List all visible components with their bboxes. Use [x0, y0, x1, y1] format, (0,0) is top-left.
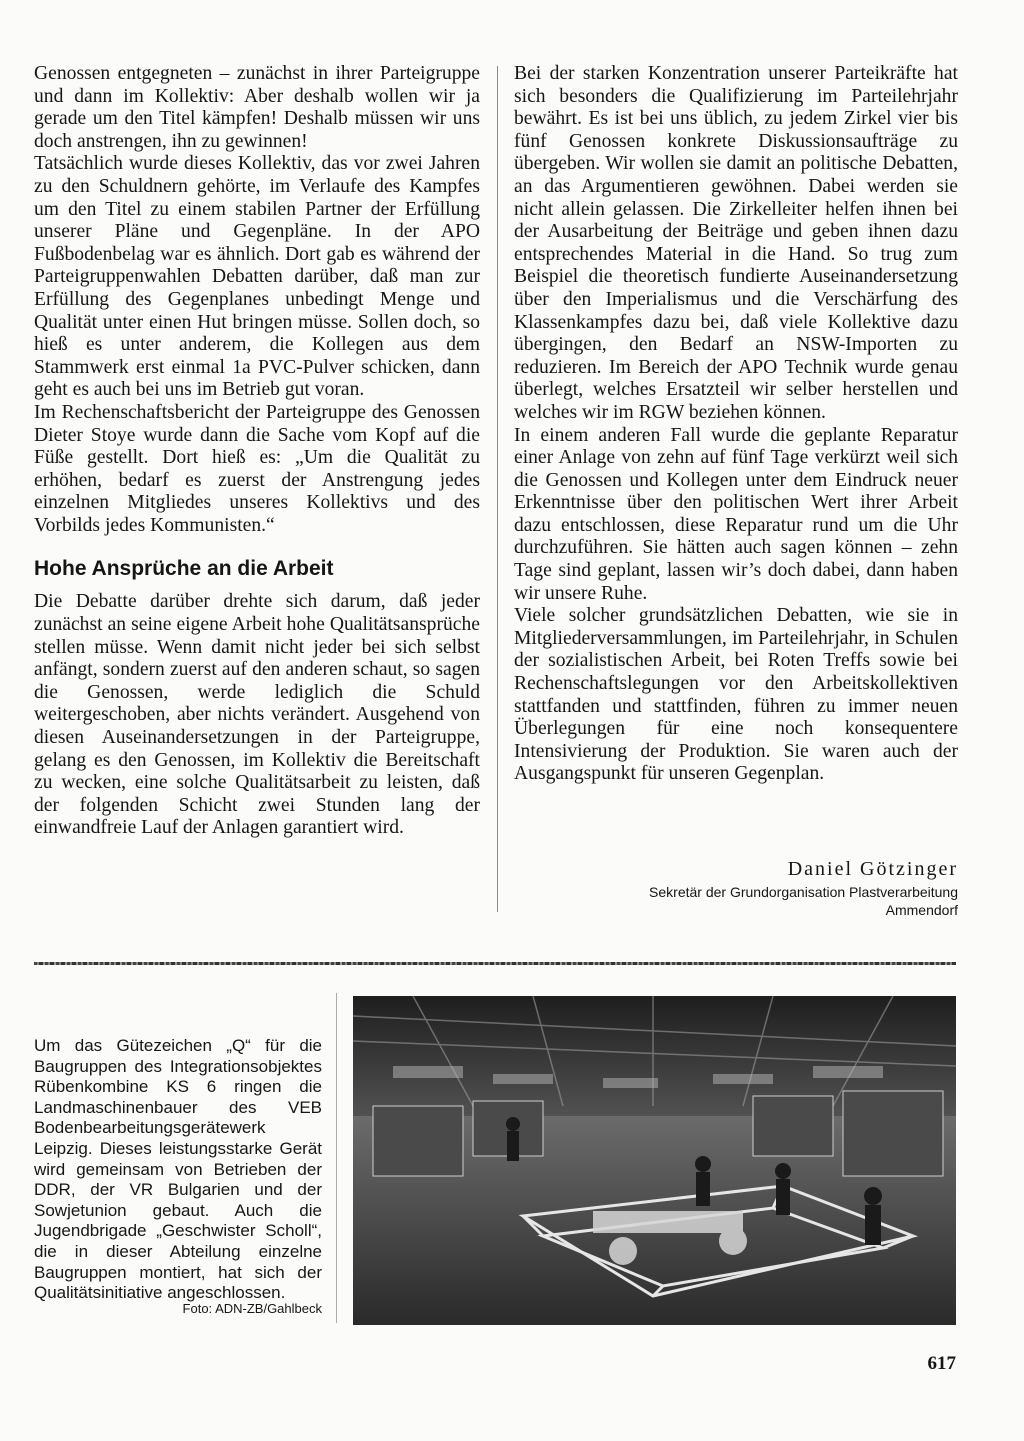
caption-divider: [336, 993, 337, 1323]
left-paragraph-2: Tatsächlich wurde dieses Kollektiv, das vor zwei Jahren zu den Schuldnern gehörte, im Verlaufe des Kampfes um den Titel zu einem stabilen Partner der Erfüllung unserer Pläne und Gegenpläne. In der APO Fußbodenbelag war es ähnlich. Dort gab es während der Parteigruppenwahlen Debatten darüber, daß man zur Erfüllung des Gegenplanes unbedingt Menge und Qualität unter einen Hut bringen müsse. Sollen doch, so hieß es unter anderem, die Kollegen aus dem Stammwerk erst einmal 1a PVC-Pulver schicken, dann geht es auch bei uns im Betrieb gut voran.: [34, 153, 480, 401]
factory-photo: [353, 996, 956, 1325]
right-paragraph-2: In einem anderen Fall wurde die geplante Reparatur einer Anlage von zehn auf fünf Tage verkürzt weil sich die Genossen und Kollegen unter dem Eindruck neuer Erkenntnisse über den politischen Wert ihrer Arbeit dazu entschlossen, diese Reparatur rund um die Uhr durchzuführen. Sie hätten auch sagen können – zehn Tage sind geplant, lassen wir’s doch dabei, dann haben wir unsere Ruhe.: [514, 424, 958, 604]
photo-credit: Foto: ADN-ZB/Gahlbeck: [182, 1301, 322, 1316]
left-column: [34, 63, 480, 840]
left-paragraph-4: Die Debatte darüber drehte sich darum, daß jeder zunächst an seine eigene Arbeit hohe Qualitätsansprüche stellen müsse. Wenn damit nicht jeder bei sich selbst anfängt, sondern zuerst auf den anderen schaut, so sagen die Genossen, werde lediglich die Schuld weitergeschoben, aber nichts verändert. Ausgehend von diesen Auseinandersetzungen in der Parteigruppe, gelang es den Genossen, im Kollektiv die Bereitschaft zu wecken, eine solche Qualitätsarbeit zu leisten, daß der folgenden Schicht zwei Stunden lang der einwandfreie Lauf der Anlagen garantiert wird.: [34, 591, 480, 839]
right-column: [514, 63, 958, 786]
left-paragraph-1: Genossen entgegneten – zunächst in ihrer Parteigruppe und dann im Kollektiv: Aber deshalb wollen wir ja gerade um den Titel kämpfen! Deshalb müssen wir uns doch anstrengen, ihn zu gewinnen!: [34, 63, 480, 152]
right-paragraph-1: Bei der starken Konzentration unserer Parteikräfte hat sich besonders die Qualifizierung im Parteilehrjahr bewährt. Es ist bei uns üblich, zu jedem Zirkel vier bis fünf Genossen konkrete Diskussionsaufträge zu übergeben. Wir wollen sie damit an politische Debatten, an das Argumentieren gewöhnen. Dabei werden sie nicht allein gelassen. Die Zirkelleiter helfen ihnen bei der Ausarbeitung der Beiträge und geben ihnen dazu entsprechendes Material in die Hand. So trug zum Beispiel die theoretisch fundierte Auseinandersetzung über den Imperialismus und die Verschärfung des Klassenkampfes dazu bei, daß viele Kollektive dazu übergingen, den Bedarf an NSW-Importen zu reduzieren. Im Bereich der APO Technik wurde genau überlegt, welches Ersatzteil wir selber herstellen und welches wir im RGW beziehen können.: [514, 63, 958, 423]
right-paragraph-3: Viele solcher grundsätzlichen Debatten, wie sie in Mitgliederversammlungen, im Parteilehrjahr, in Schulen der sozialistischen Arbeit, bei Roten Treffs sowie bei Rechenschaftslegungen vor den Arbeitskollektiven stattfanden und stattfinden, führen zu immer neuen Überlegungen für eine noch konsequentere Intensivierung der Produktion. Sie waren auch der Ausgangspunkt für unseren Gegenplan.: [514, 605, 958, 785]
author-name: Daniel Götzinger: [787, 858, 958, 880]
photo-caption: Um das Gütezeichen „Q“ für die Baugruppen des Integrationsobjektes Rübenkombine KS 6 ringen die Landmaschinenbauer des VEB Bodenbearbeitungsgerätewerk Leipzig. Dieses leistungsstarke Gerät wird gemeinsam von Betrieben der DDR, der VR Bulgarien und der Sowjetunion gebaut. Auch die Jugendbrigade „Geschwister Scholl“, die in dieser Abteilung einzelne Baugruppen montiert, hat sich der Qualitätsinitiative angeschlossen.: [34, 1036, 322, 1303]
section-separator: [34, 962, 956, 965]
column-divider: [497, 66, 498, 912]
factory-hall-illustration: [353, 996, 956, 1325]
left-paragraph-3: Im Rechenschaftsbericht der Parteigruppe des Genossen Dieter Stoye wurde dann die Sache vom Kopf auf die Füße gestellt. Dort hieß es: „Um die Qualität zu erhöhen, bedarf es zuerst der Anstrengung jedes einzelnen Mitgliedes unseres Kollektivs und des Vorbilds jedes Kommunisten.“: [34, 401, 480, 536]
author-place: Ammendorf: [885, 902, 958, 918]
section-heading: Hohe Ansprüche an die Arbeit: [34, 557, 334, 581]
page-number: 617: [927, 1353, 956, 1374]
author-role: Sekretär der Grundorganisation Plastverarbeitung: [649, 884, 958, 900]
